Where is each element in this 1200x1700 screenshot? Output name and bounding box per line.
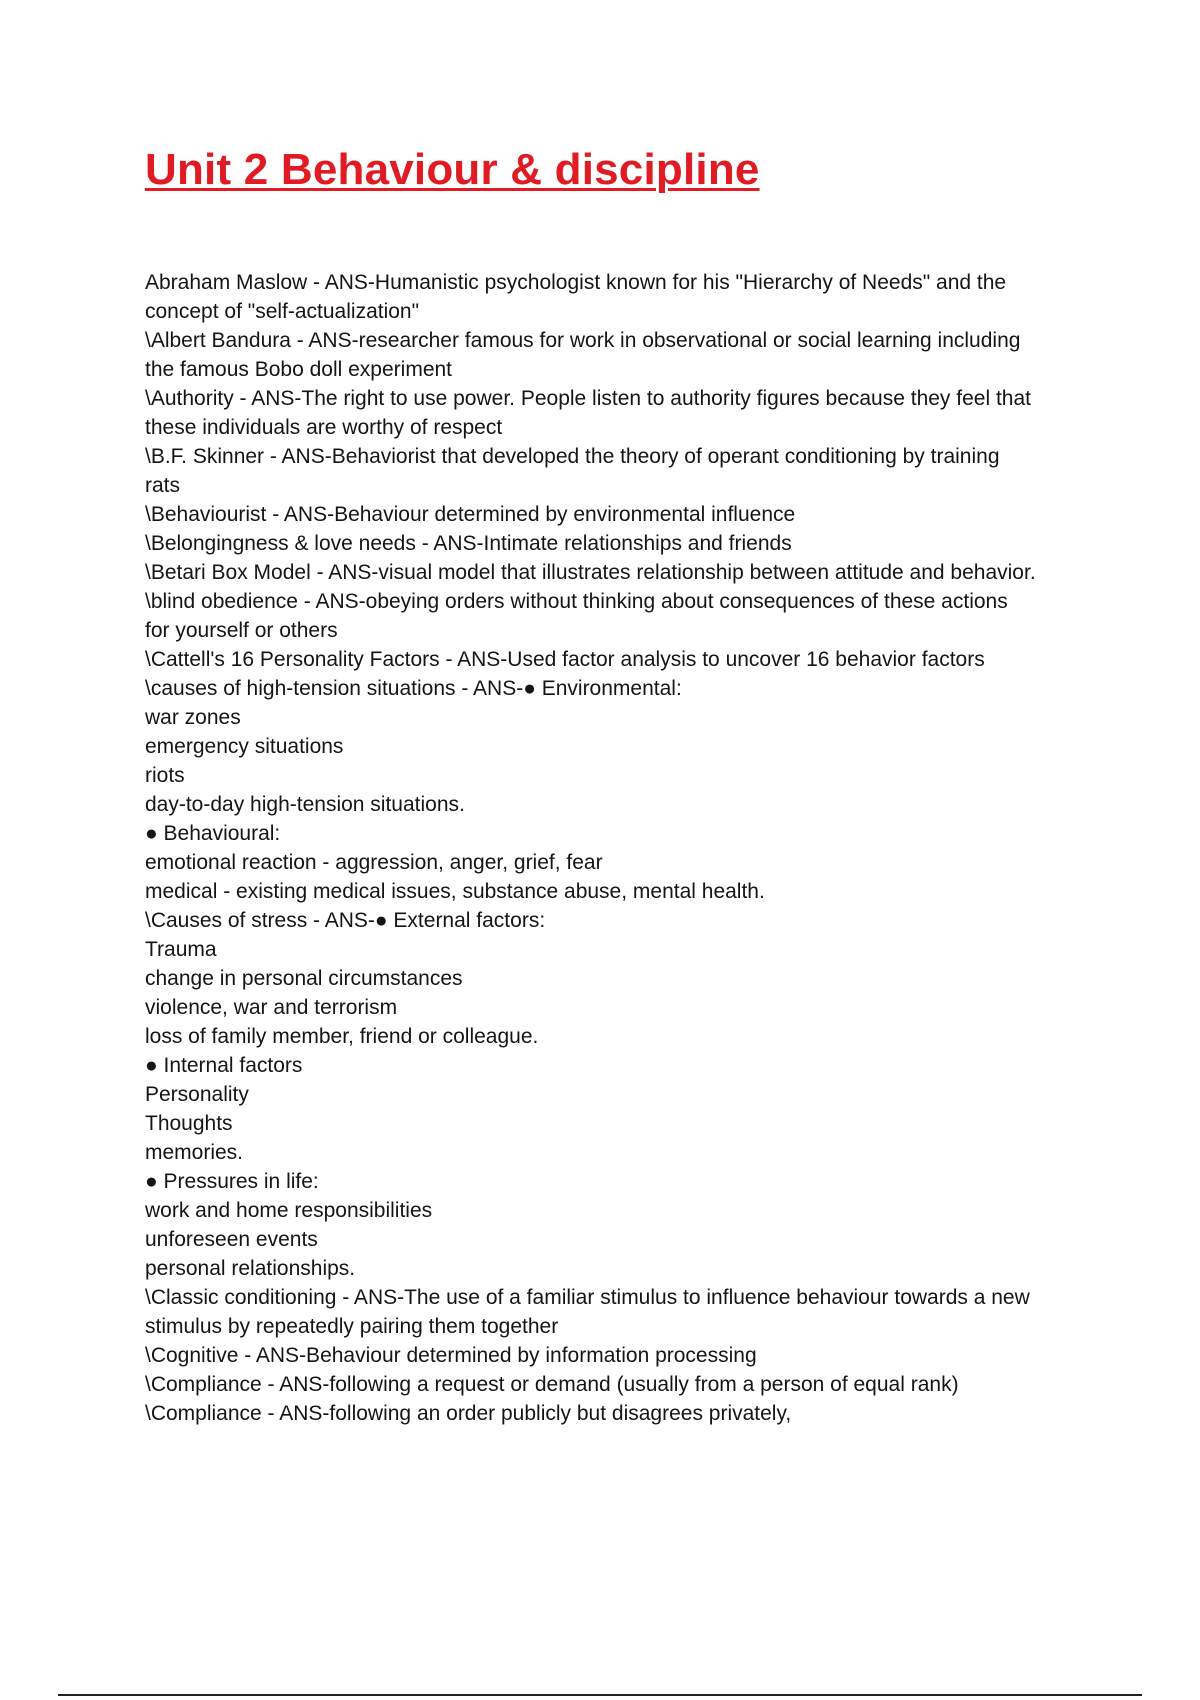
text-line: \blind obedience - ANS-obeying orders without thinking about consequences of these actions xyxy=(145,590,1008,613)
text-line: concept of "self-actualization" xyxy=(145,300,420,323)
text-line: Trauma xyxy=(145,938,217,961)
text-line: war zones xyxy=(145,706,241,729)
text-line: change in personal circumstances xyxy=(145,967,463,990)
text-line: ● Pressures in life: xyxy=(145,1170,319,1193)
text-line: \Classic conditioning - ANS-The use of a familiar stimulus to influence behaviour towards a new xyxy=(145,1286,1030,1309)
text-line: \Cognitive - ANS-Behaviour determined by information processing xyxy=(145,1344,757,1367)
text-line: \Belongingness & love needs - ANS-Intimate relationships and friends xyxy=(145,532,792,555)
text-line: medical - existing medical issues, substance abuse, mental health. xyxy=(145,880,765,903)
text-line: unforeseen events xyxy=(145,1228,318,1251)
page-title: Unit 2 Behaviour & discipline xyxy=(145,145,760,194)
text-line: emergency situations xyxy=(145,735,344,758)
text-line: \Compliance - ANS-following a request or demand (usually from a person of equal rank) xyxy=(145,1373,959,1396)
text-line: Thoughts xyxy=(145,1112,233,1135)
text-line: Abraham Maslow - ANS-Humanistic psychologist known for his "Hierarchy of Needs" and the xyxy=(145,271,1007,294)
text-line: ● Behavioural: xyxy=(145,822,281,845)
text-line: \Compliance - ANS-following an order publicly but disagrees privately, xyxy=(145,1402,792,1425)
text-line: \Behaviourist - ANS-Behaviour determined by environmental influence xyxy=(145,503,796,526)
text-line: \Cattell's 16 Personality Factors - ANS-Used factor analysis to uncover 16 behavior factors xyxy=(145,648,985,671)
footer-divider xyxy=(58,1694,1142,1696)
text-line: personal relationships. xyxy=(145,1257,356,1280)
text-line: loss of family member, friend or colleague. xyxy=(145,1025,539,1048)
text-line: rats xyxy=(145,474,181,497)
text-line: \Authority - ANS-The right to use power. People listen to authority figures because they feel that xyxy=(145,387,1031,410)
text-line: \Betari Box Model - ANS-visual model that illustrates relationship between attitude and behavior. xyxy=(145,561,1036,584)
text-line: day-to-day high-tension situations. xyxy=(145,793,465,816)
text-line: violence, war and terrorism xyxy=(145,996,398,1019)
text-line: work and home responsibilities xyxy=(145,1199,433,1222)
text-line: \causes of high-tension situations - ANS-● Environmental: xyxy=(145,677,682,700)
document-body xyxy=(145,268,1095,1428)
text-line: Personality xyxy=(145,1083,249,1106)
text-line: \Albert Bandura - ANS-researcher famous for work in observational or social learning including xyxy=(145,329,1021,352)
text-line: \B.F. Skinner - ANS-Behaviorist that developed the theory of operant conditioning by training xyxy=(145,445,1000,468)
text-line: stimulus by repeatedly pairing them together xyxy=(145,1315,559,1338)
text-line: ● Internal factors xyxy=(145,1054,303,1077)
text-line: memories. xyxy=(145,1141,244,1164)
text-line: riots xyxy=(145,764,185,787)
text-line: the famous Bobo doll experiment xyxy=(145,358,453,381)
text-line: for yourself or others xyxy=(145,619,338,642)
text-line: emotional reaction - aggression, anger, grief, fear xyxy=(145,851,603,874)
text-line: \Causes of stress - ANS-● External factors: xyxy=(145,909,546,932)
text-line: these individuals are worthy of respect xyxy=(145,416,503,439)
